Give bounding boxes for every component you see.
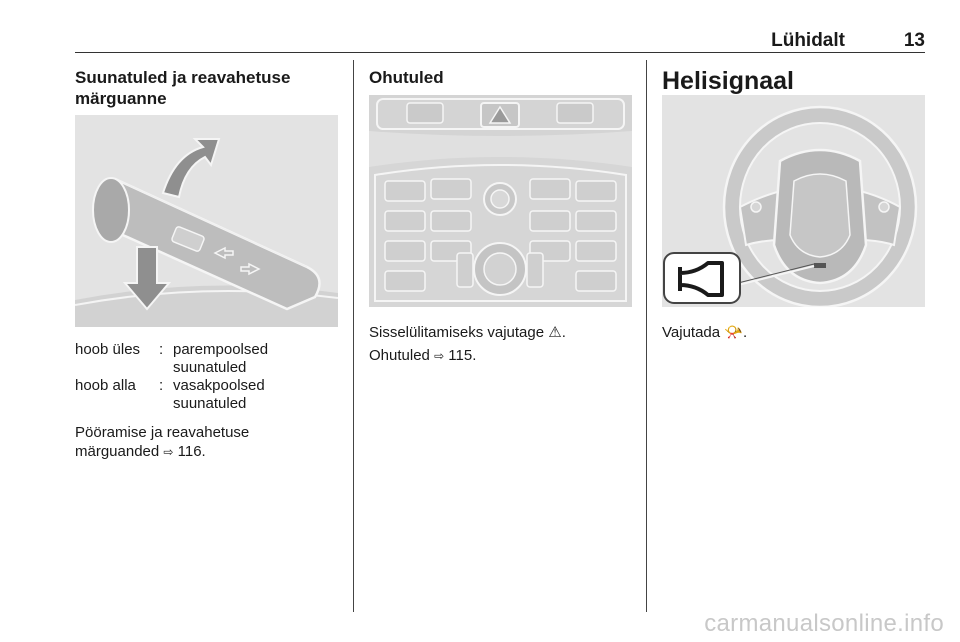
hazard-instruction-end: .: [561, 324, 566, 341]
column-divider-2: [646, 60, 647, 612]
page-reference-arrow-icon: ⇨: [434, 349, 445, 363]
description-line-2: suunatuled: [173, 395, 247, 412]
page-header: [75, 28, 925, 53]
description-line-1: parempoolsed: [173, 341, 269, 358]
definition-description: [173, 377, 268, 413]
page-number: 13: [903, 30, 925, 51]
hazard-console-figure: [369, 95, 632, 307]
steering-wheel-horn-icon: [662, 95, 925, 307]
section-title: Lühidalt: [771, 30, 845, 51]
hazard-console-icon: [369, 95, 632, 307]
definition-separator: :: [159, 377, 164, 394]
definition-separator: :: [159, 341, 164, 358]
page-reference-link[interactable]: 116.: [177, 443, 206, 460]
hazard-reference-text: Ohutuled: [369, 347, 430, 364]
description-line-2: suunatuled: [173, 359, 247, 376]
horn-instruction-end: .: [742, 324, 748, 341]
definition-term: hoob alla: [75, 377, 136, 394]
horn-instruction-paragraph: [662, 323, 747, 342]
lever-definition-list: [75, 341, 268, 413]
definition-description: [173, 341, 268, 377]
horn-instruction-text: Vajutada: [662, 324, 721, 341]
steering-wheel-figure: [662, 95, 925, 307]
heading-line-1: Suunatuled ja reavahetuse: [75, 68, 291, 87]
paragraph-line-1: Pööramise ja reavahetuse: [75, 424, 250, 441]
turn-signal-paragraph: [75, 423, 249, 462]
hazard-instruction-paragraph: [369, 323, 566, 342]
turn-signal-heading: [75, 67, 290, 109]
definition-term: hoob üles: [75, 341, 141, 358]
hazard-warning-icon: ⚠: [548, 323, 562, 341]
description-line-1: vasakpoolsed: [173, 377, 265, 394]
turn-signal-lever-figure: [75, 115, 338, 327]
hazard-instruction-text: Sisselülitamiseks vajutage: [369, 324, 545, 341]
paragraph-line-2: märguanded: [75, 443, 160, 460]
heading-line-2: märguanne: [75, 89, 167, 108]
horn-icon: 📯: [724, 323, 743, 341]
hazard-lights-heading: Ohutuled: [369, 68, 444, 87]
hazard-reference-paragraph: [369, 346, 476, 366]
definition-row: [75, 341, 268, 377]
horn-heading: Helisignaal: [662, 67, 794, 95]
column-divider-1: [353, 60, 354, 612]
page-reference-arrow-icon: ⇨: [163, 445, 174, 459]
definition-row: [75, 377, 268, 413]
turn-signal-lever-icon: [75, 115, 338, 327]
watermark: carmanualsonline.info: [704, 610, 944, 637]
page-reference-link[interactable]: 115.: [448, 347, 477, 364]
